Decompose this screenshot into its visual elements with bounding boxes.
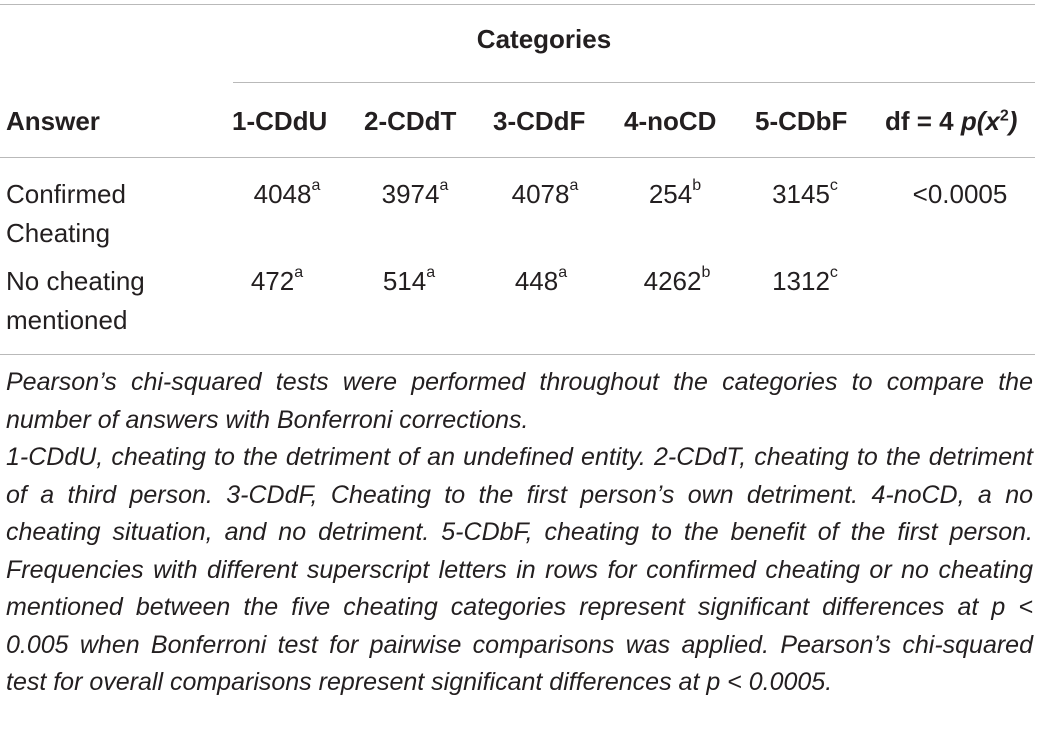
category-rule <box>233 82 1035 83</box>
cell-r1-p: <0.0005 <box>912 179 1008 209</box>
cell-sup: a <box>311 177 321 195</box>
cell-value: 254 <box>648 179 693 209</box>
cell-sup: a <box>426 264 436 282</box>
cell-value: 3974 <box>381 179 440 209</box>
cell-value: 448 <box>514 266 559 296</box>
footnote-abbreviations: 1-CDdU, cheating to the detriment of an undefined entity. 2-CDdT, cheating to the detriment of a third person. 3-CDdF, Cheating to the first person’s own detriment. 4-noCD, a no cheating situation, and no detriment. 5-CDbF, cheating to the benefit of the first person. Frequencies with different superscript letters in rows for confirmed cheating or no cheating mentioned between the five cheating categories represent significant differences at p < 0.005 when Bonferroni test for pairwise comparisons was applied. Pearson’s chi-squared test for overall comparisons represent significant differences at p < 0.0005. <box>6 443 1033 696</box>
header-p-symbol: p(x <box>960 106 1000 136</box>
header-col-4: 4-noCD <box>624 106 717 136</box>
cell-sup: a <box>439 177 449 195</box>
cell-value: 472 <box>250 266 295 296</box>
footnote-method: Pearson’s chi-squared tests were performed throughout the categories to compare the number of answers with Bonferroni corrections. <box>6 368 1033 434</box>
header-col-5: 5-CDbF <box>755 106 848 136</box>
table-top-rule <box>0 4 1035 5</box>
cell-value: 514 <box>382 266 427 296</box>
cell-r1-c5 <box>750 179 860 210</box>
cell-sup: b <box>701 264 711 282</box>
cell-sup: c <box>829 264 838 282</box>
cell-r2-c5 <box>750 266 860 297</box>
header-col-2: 2-CDdT <box>364 106 457 136</box>
cell-r1-c4 <box>620 179 730 210</box>
row-label-confirmed: Confirmed Cheating <box>6 179 126 248</box>
header-answer: Answer <box>6 106 100 136</box>
cell-sup: a <box>294 264 304 282</box>
cell-r2-c1 <box>222 266 332 297</box>
cell-value: 4078 <box>511 179 570 209</box>
cell-r2-c3 <box>486 266 596 297</box>
header-p-suffix: ) <box>1008 106 1018 136</box>
cell-r1-c1 <box>232 179 342 210</box>
header-rule <box>0 157 1035 158</box>
cell-r2-c4 <box>622 266 732 297</box>
cell-r1-c2 <box>360 179 470 210</box>
cell-r2-c2 <box>354 266 464 297</box>
cell-sup: b <box>692 177 702 195</box>
cell-sup: a <box>569 177 579 195</box>
table-bottom-rule <box>0 354 1035 355</box>
cell-value: 1312 <box>772 266 830 296</box>
header-p-prefix: df = 4 <box>885 106 961 136</box>
cell-value: 4048 <box>253 179 312 209</box>
header-p-value <box>885 106 1017 137</box>
cell-value: 3145 <box>772 179 830 209</box>
header-col-3: 3-CDdF <box>493 106 586 136</box>
category-title: Categories <box>476 24 612 54</box>
cell-sup: c <box>829 177 838 195</box>
header-p-exp: 2 <box>999 107 1009 125</box>
header-col-1: 1-CDdU <box>232 106 328 136</box>
cell-r1-c3 <box>490 179 600 210</box>
row-label-no-cheating: No cheating mentioned <box>6 266 145 335</box>
cell-value: 4262 <box>643 266 702 296</box>
cell-sup: a <box>558 264 568 282</box>
